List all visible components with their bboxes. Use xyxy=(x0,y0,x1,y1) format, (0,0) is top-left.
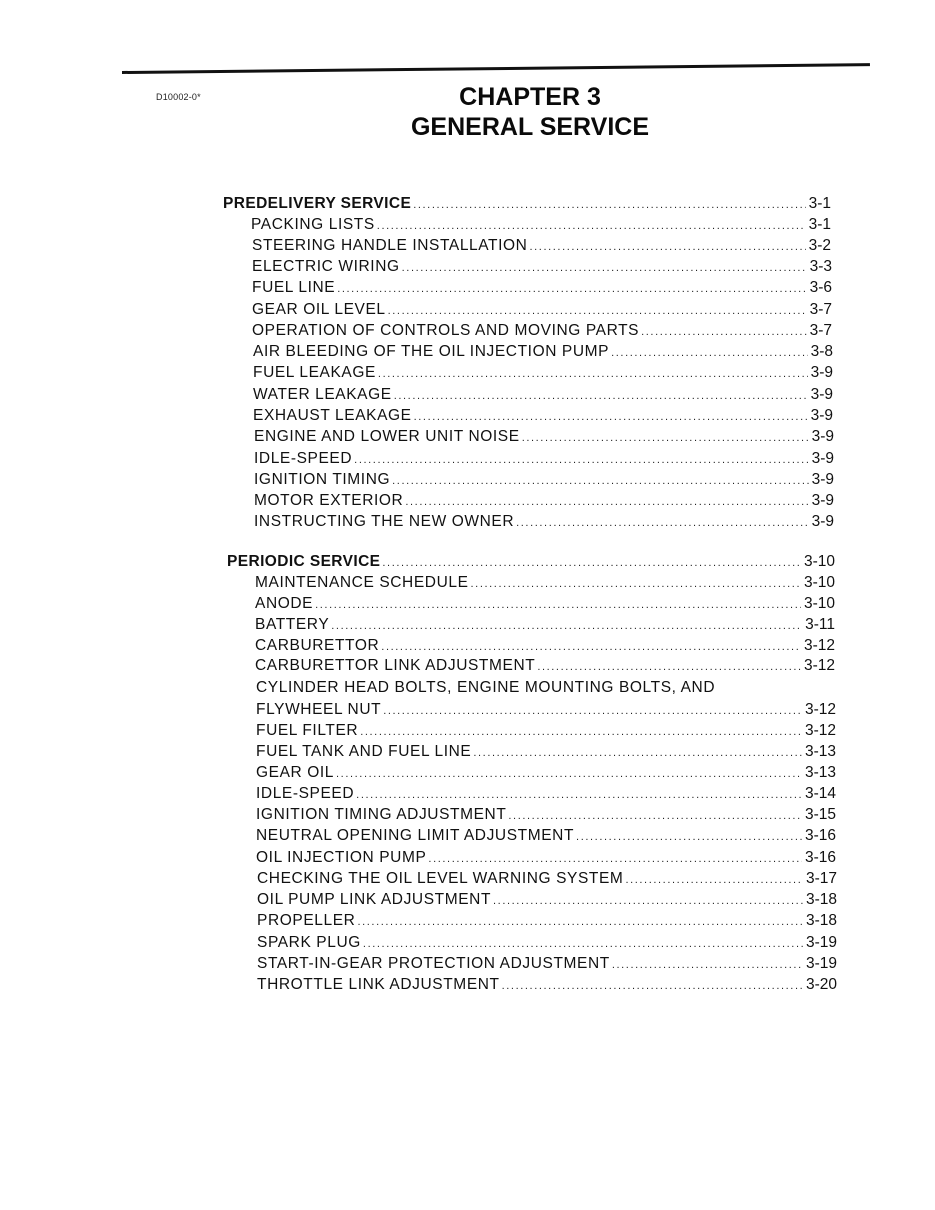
toc-item[interactable] xyxy=(252,236,831,257)
toc-item[interactable] xyxy=(255,656,835,677)
toc-item[interactable] xyxy=(255,573,835,594)
toc-page-number: 3-10 xyxy=(803,574,835,591)
toc-page-number: 3-15 xyxy=(804,806,836,823)
dot-leader xyxy=(381,637,801,657)
toc-item-label: EXHAUST LEAKAGE xyxy=(253,407,412,424)
toc-item-label: START-IN-GEAR PROTECTION ADJUSTMENT xyxy=(257,955,610,972)
dot-leader xyxy=(502,976,803,996)
toc-item[interactable] xyxy=(257,954,837,975)
toc-section-periodic-service[interactable] xyxy=(227,552,835,573)
dot-leader xyxy=(529,237,805,257)
toc-page-number: 3-9 xyxy=(810,386,833,403)
dot-leader xyxy=(522,428,809,448)
toc-item[interactable] xyxy=(254,512,834,533)
toc-item-label: CYLINDER HEAD BOLTS, ENGINE MOUNTING BOLTS, AND xyxy=(256,679,716,696)
toc-item-label: AIR BLEEDING OF THE OIL INJECTION PUMP xyxy=(253,343,610,360)
dot-leader xyxy=(388,301,807,321)
toc-page-number: 3-7 xyxy=(809,301,832,318)
toc-item[interactable] xyxy=(256,700,836,721)
toc-item[interactable] xyxy=(254,470,834,491)
dot-leader xyxy=(357,912,803,932)
toc-page-number: 3-12 xyxy=(803,637,835,654)
toc-item-label: IDLE-SPEED xyxy=(254,450,353,467)
dot-leader xyxy=(382,553,801,573)
toc-page-number: 3-16 xyxy=(804,849,836,866)
dot-leader xyxy=(331,616,802,636)
toc-item-label: OPERATION OF CONTROLS AND MOVING PARTS xyxy=(252,322,640,339)
dot-leader xyxy=(394,386,808,406)
toc-item-label: IDLE-SPEED xyxy=(256,785,355,802)
toc-item[interactable] xyxy=(256,763,836,784)
toc-item[interactable] xyxy=(255,594,835,615)
dot-leader xyxy=(516,513,808,533)
dot-leader xyxy=(377,216,806,236)
dot-leader xyxy=(337,279,806,299)
dot-leader xyxy=(625,870,803,890)
dot-leader xyxy=(315,595,801,615)
dot-leader xyxy=(354,450,808,470)
toc-item-label: ELECTRIC WIRING xyxy=(252,258,400,275)
toc-item[interactable] xyxy=(252,300,832,321)
toc-item-label: FUEL LINE xyxy=(252,279,336,296)
toc-item[interactable] xyxy=(251,215,831,236)
toc-page-number: 3-10 xyxy=(803,595,835,612)
toc-item-label: MAINTENANCE SCHEDULE xyxy=(255,574,469,591)
toc-page-number: 3-13 xyxy=(804,743,836,760)
toc-page-number: 3-6 xyxy=(809,279,832,296)
toc-item-label: CARBURETTOR xyxy=(255,637,380,654)
toc-item-label: STEERING HANDLE INSTALLATION xyxy=(252,237,528,254)
dot-leader xyxy=(473,743,802,763)
toc-item-label: OIL INJECTION PUMP xyxy=(256,849,427,866)
toc-page-number: 3-14 xyxy=(804,785,836,802)
toc-item[interactable] xyxy=(254,491,834,512)
toc-page-number: 3-1 xyxy=(808,195,831,212)
toc-page-number: 3-9 xyxy=(811,428,834,445)
toc-item-label: FUEL TANK AND FUEL LINE xyxy=(256,743,472,760)
toc-item-label: INSTRUCTING THE NEW OWNER xyxy=(254,513,515,530)
toc-item[interactable] xyxy=(256,805,836,826)
dot-leader xyxy=(363,934,803,954)
toc-item-label: CHECKING THE OIL LEVEL WARNING SYSTEM xyxy=(257,870,624,887)
toc-item[interactable] xyxy=(257,890,837,911)
toc-item[interactable] xyxy=(257,911,837,932)
toc-item-label: OIL PUMP LINK ADJUSTMENT xyxy=(257,891,492,908)
toc-section-title: PREDELIVERY SERVICE xyxy=(223,195,412,212)
toc-page-number: 3-19 xyxy=(805,934,837,951)
toc-item-label: CARBURETTOR LINK ADJUSTMENT xyxy=(255,657,536,674)
toc-page-number: 3-9 xyxy=(811,471,834,488)
toc-item-label: SPARK PLUG xyxy=(257,934,361,951)
dot-leader xyxy=(508,806,802,826)
toc-page-number: 3-7 xyxy=(809,322,832,339)
toc-item[interactable] xyxy=(257,869,837,890)
toc-item-label: ENGINE AND LOWER UNIT NOISE xyxy=(254,428,520,445)
toc-item-label: PROPELLER xyxy=(257,912,356,929)
toc-item-label: GEAR OIL xyxy=(256,764,335,781)
toc-item[interactable] xyxy=(257,975,837,996)
dot-leader xyxy=(641,322,806,342)
toc-item[interactable] xyxy=(256,826,836,847)
toc-page-number: 3-12 xyxy=(804,701,836,718)
chapter-title: GENERAL SERVICE xyxy=(410,113,650,141)
dot-leader xyxy=(402,258,807,278)
dot-leader xyxy=(493,891,803,911)
toc-item[interactable] xyxy=(253,385,833,406)
toc-item[interactable] xyxy=(252,257,832,278)
toc-item[interactable] xyxy=(253,342,833,363)
toc-section-title: PERIODIC SERVICE xyxy=(227,553,381,570)
toc-item[interactable] xyxy=(256,742,836,763)
toc-item[interactable] xyxy=(255,615,835,636)
toc-page-number: 3-9 xyxy=(811,492,834,509)
toc-item[interactable] xyxy=(252,321,832,342)
toc-item[interactable] xyxy=(256,848,836,869)
dot-leader xyxy=(576,827,802,847)
dot-leader xyxy=(392,471,808,491)
toc-item-label: MOTOR EXTERIOR xyxy=(254,492,404,509)
toc-section-predelivery-service[interactable] xyxy=(223,194,831,215)
toc-page-number: 3-9 xyxy=(811,450,834,467)
toc-item-label: WATER LEAKAGE xyxy=(253,386,392,403)
toc-page-number: 3-9 xyxy=(810,407,833,424)
toc-page-number: 3-17 xyxy=(805,870,837,887)
toc-page-number: 3-13 xyxy=(804,764,836,781)
chapter-number: CHAPTER 3 xyxy=(459,83,601,111)
toc-item-label: FUEL LEAKAGE xyxy=(253,364,376,381)
dot-leader xyxy=(378,364,808,384)
toc-page-number: 3-19 xyxy=(805,955,837,972)
document-code: D10002-0* xyxy=(156,92,201,102)
toc-item[interactable] xyxy=(256,784,836,805)
toc-item-label: THROTTLE LINK ADJUSTMENT xyxy=(257,976,500,993)
toc-item[interactable] xyxy=(255,636,835,657)
toc-item[interactable] xyxy=(256,721,836,742)
dot-leader xyxy=(471,574,801,594)
dot-leader xyxy=(537,657,801,677)
dot-leader xyxy=(360,722,802,742)
toc-item-label: IGNITION TIMING ADJUSTMENT xyxy=(256,806,507,823)
dot-leader xyxy=(612,955,803,975)
toc-page-number: 3-3 xyxy=(809,258,832,275)
toc-item[interactable] xyxy=(253,363,833,384)
toc-page-number: 3-20 xyxy=(805,976,837,993)
toc-page-number: 3-12 xyxy=(803,657,835,674)
toc-page-number: 3-9 xyxy=(810,364,833,381)
toc-item-label: GEAR OIL LEVEL xyxy=(252,301,386,318)
toc-page-number: 3-8 xyxy=(810,343,833,360)
toc-page-number: 3-1 xyxy=(808,216,831,233)
toc-item[interactable] xyxy=(253,406,833,427)
toc-item[interactable] xyxy=(252,278,832,299)
dot-leader xyxy=(356,785,802,805)
toc-page-number: 3-10 xyxy=(803,553,835,570)
toc-item-label: FLYWHEEL NUT xyxy=(256,701,382,718)
toc-item-label: ANODE xyxy=(255,595,314,612)
toc-page-number: 3-18 xyxy=(805,912,837,929)
toc-page-number: 3-12 xyxy=(804,722,836,739)
toc-item-label: NEUTRAL OPENING LIMIT ADJUSTMENT xyxy=(256,827,575,844)
toc-item-label: PACKING LISTS xyxy=(251,216,375,233)
toc-page-number: 3-16 xyxy=(804,827,836,844)
header-rule xyxy=(122,63,870,74)
dot-leader xyxy=(336,764,802,784)
dot-leader xyxy=(413,195,805,215)
dot-leader xyxy=(611,343,807,363)
toc-item[interactable] xyxy=(257,933,837,954)
toc-item-label: FUEL FILTER xyxy=(256,722,359,739)
toc-item-label: BATTERY xyxy=(255,616,330,633)
toc-page-number: 3-18 xyxy=(805,891,837,908)
dot-leader xyxy=(428,849,802,869)
toc-page-number: 3-11 xyxy=(805,616,835,633)
dot-leader xyxy=(405,492,808,512)
toc-page-number: 3-9 xyxy=(811,513,834,530)
toc-item[interactable] xyxy=(254,427,834,448)
toc-item-label: IGNITION TIMING xyxy=(254,471,391,488)
toc-page-number: 3-2 xyxy=(808,237,831,254)
toc-item[interactable] xyxy=(254,449,834,470)
dot-leader xyxy=(383,701,802,721)
toc-item[interactable] xyxy=(256,678,836,698)
dot-leader xyxy=(414,407,808,427)
